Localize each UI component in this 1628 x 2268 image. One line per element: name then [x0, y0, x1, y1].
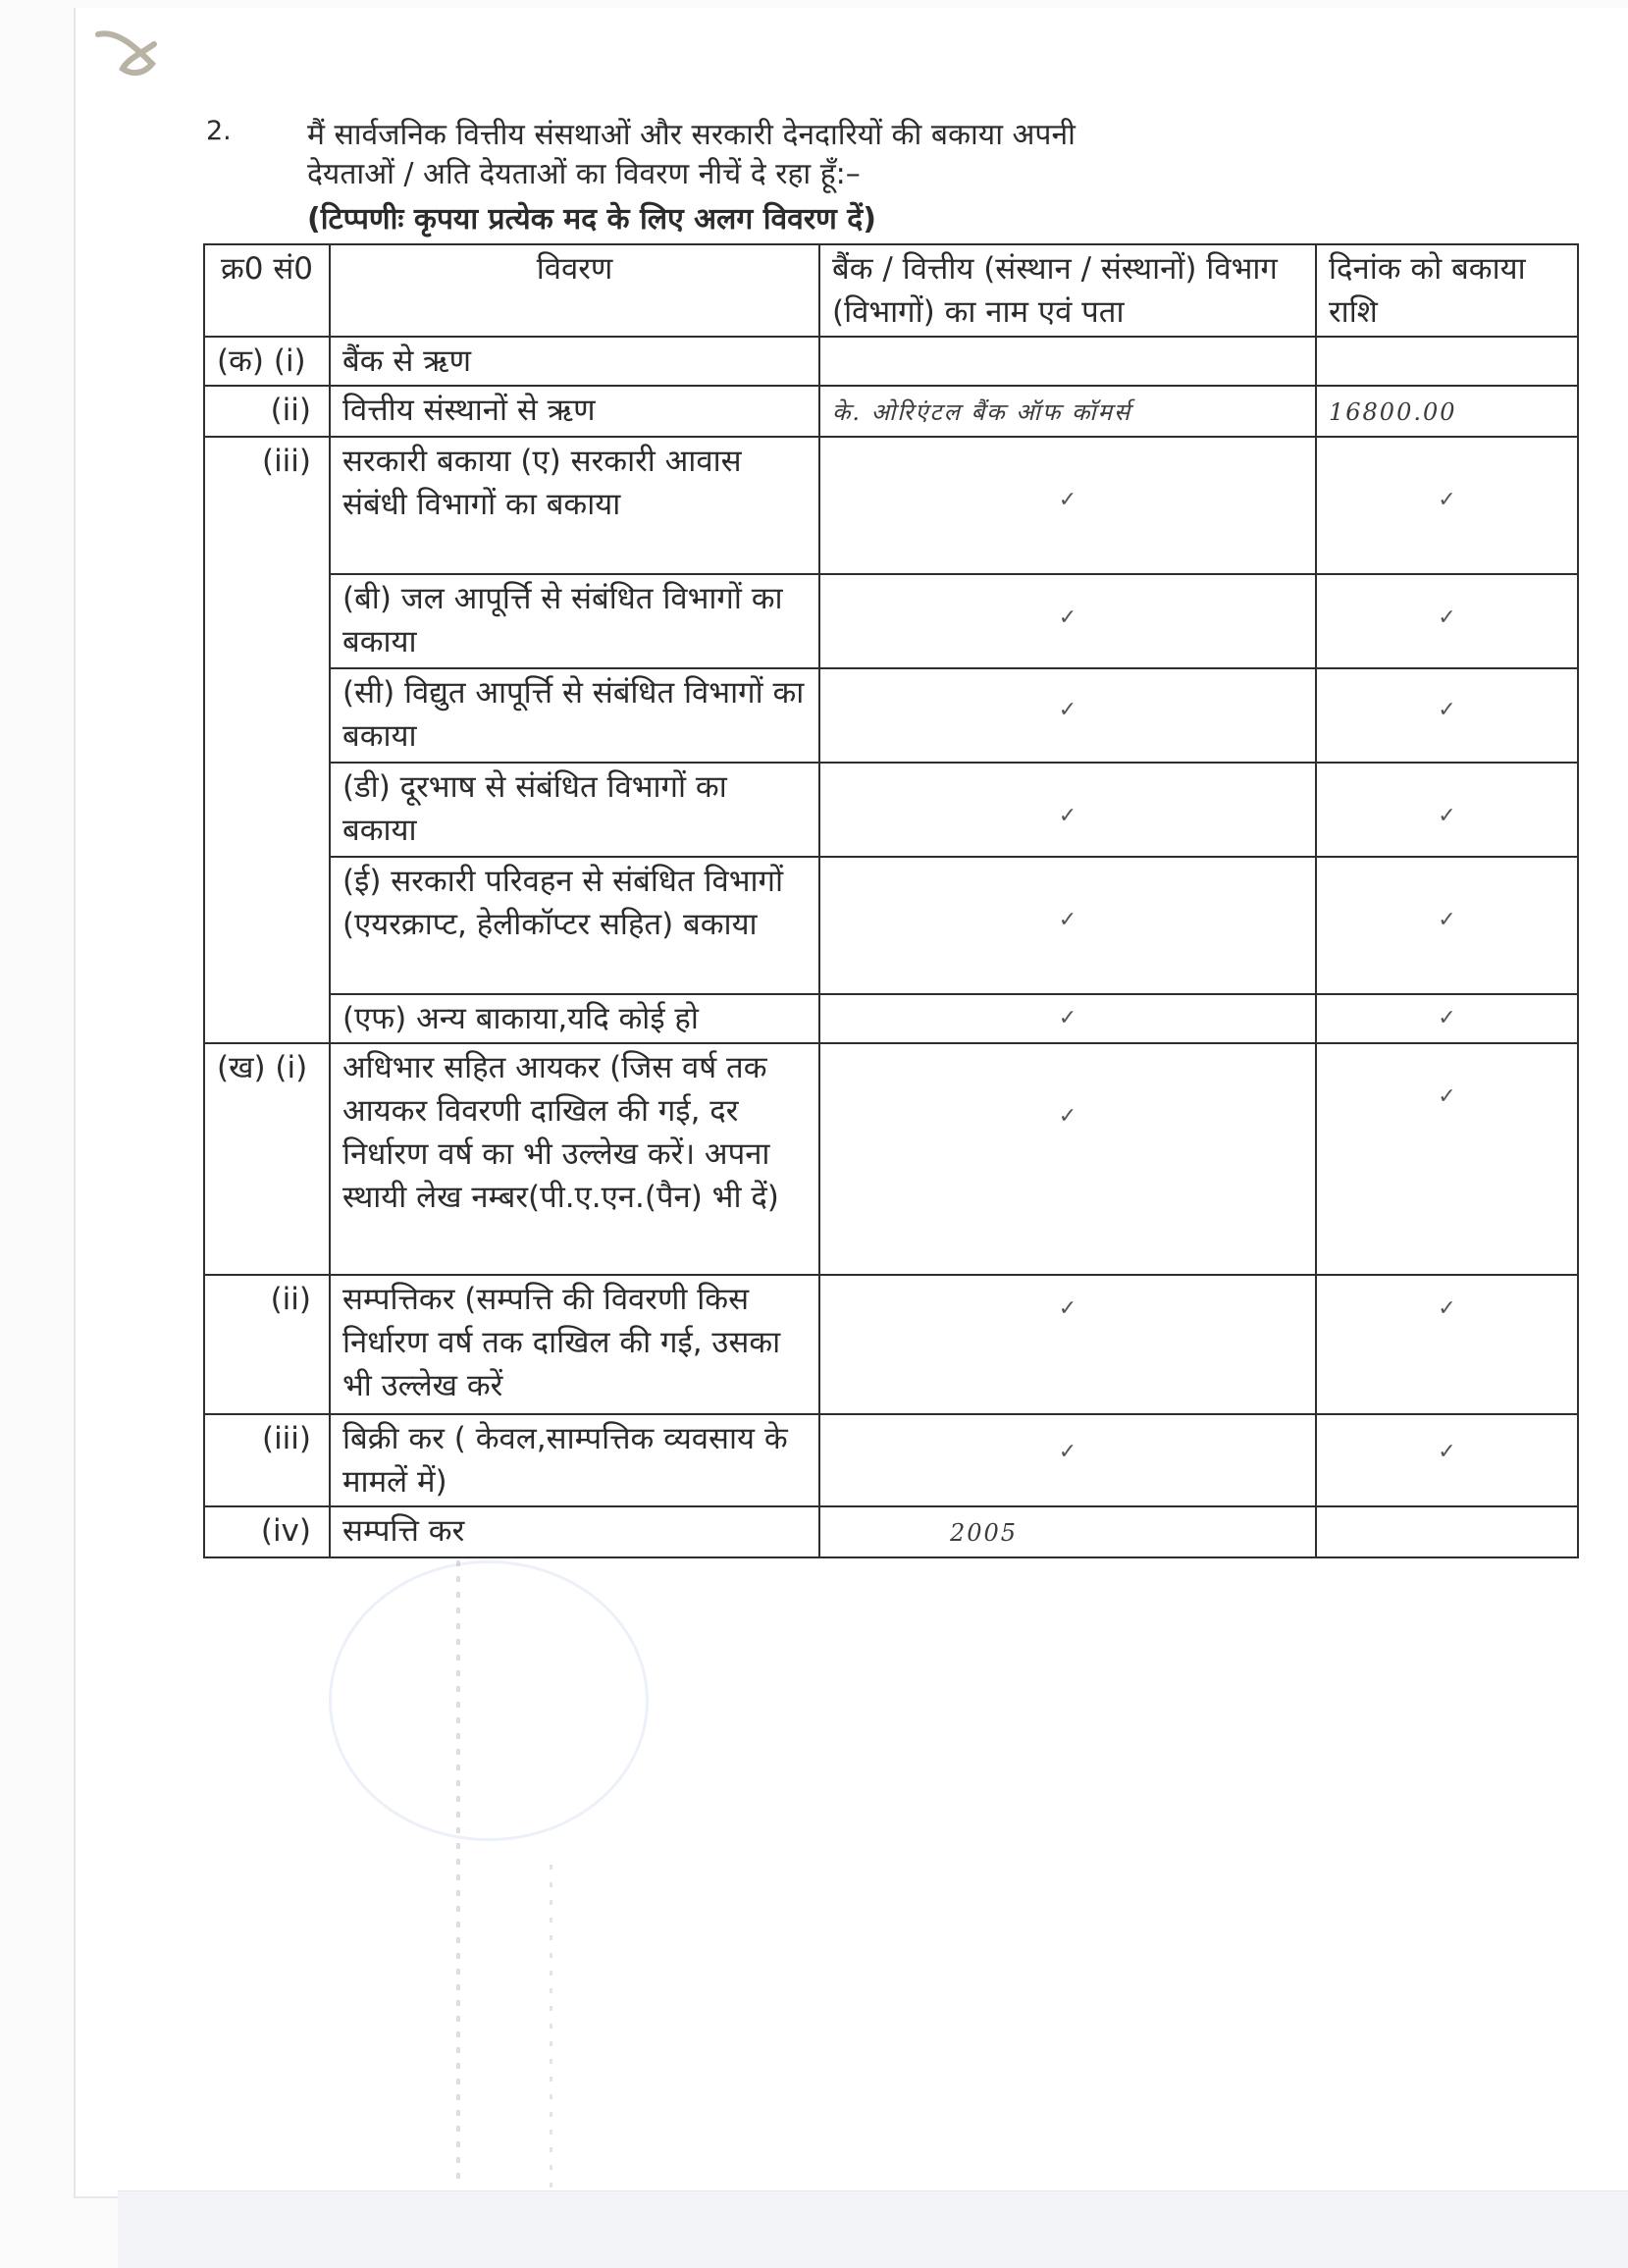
tick-mark: ✓: [1438, 488, 1456, 512]
row-institution: [819, 1275, 1316, 1414]
row-amount: [1316, 437, 1578, 574]
tick-mark: ✓: [1058, 908, 1077, 932]
table-row: [204, 437, 1578, 574]
table-row: [204, 386, 1578, 437]
header-sn: क्र0 सं0: [204, 244, 330, 337]
row-institution: [819, 668, 1316, 763]
tick-mark: ✓: [1058, 1104, 1077, 1129]
table-row: [204, 337, 1578, 386]
row-amount: [1316, 668, 1578, 763]
row-amount: [1316, 994, 1578, 1043]
tick-mark: ✓: [1058, 1440, 1077, 1464]
handwritten-institution: के. ओरिएंटल बैंक ऑफ कॉमर्स: [832, 398, 1132, 426]
header-institution: बैंक / वित्तीय (संस्थान / संस्थानों) विभाग (विभागों) का नाम एवं पता: [819, 244, 1316, 337]
faded-stamp: [329, 1560, 649, 1841]
row-sn: (क) (i): [204, 337, 330, 386]
underlying-paper-edge: [118, 2190, 1628, 2268]
header-description: विवरण: [330, 244, 819, 337]
row-amount: [1316, 763, 1578, 857]
tick-mark: ✓: [1058, 488, 1077, 512]
row-amount: [1316, 574, 1578, 668]
row-description: (एफ) अन्य बाकाया,यदि कोई हो: [330, 994, 819, 1043]
fold-crease: [456, 1560, 460, 2189]
row-sn: (iii): [204, 1414, 330, 1506]
row-sn: (ख) (i): [204, 1043, 330, 1275]
row-description: (ई) सरकारी परिवहन से संबंधित विभागों (एयरक्राप्ट, हेलीकॉप्टर सहित) बकाया: [330, 857, 819, 994]
liabilities-table: [203, 243, 1579, 1558]
row-institution: [819, 1506, 1316, 1557]
table-row: [204, 1275, 1578, 1414]
row-amount: [1316, 1414, 1578, 1506]
tick-mark: ✓: [1058, 606, 1077, 630]
row-institution: [819, 437, 1316, 574]
row-sn-empty: [204, 857, 330, 994]
row-institution: [819, 574, 1316, 668]
tick-mark: ✓: [1058, 804, 1077, 828]
row-description: बिक्री कर ( केवल,साम्पत्तिक व्यवसाय के मामलें में): [330, 1414, 819, 1506]
row-amount: [1316, 337, 1578, 386]
header-note: (टिप्पणीः कृपया प्रत्येक मद के लिए अलग विवरण दें): [307, 202, 876, 237]
section-number: 2.: [206, 116, 232, 146]
row-amount: [1316, 1275, 1578, 1414]
row-description: (सी) विद्युत आपूर्त्ति से संबंधित विभागों का बकाया: [330, 668, 819, 763]
handwritten-year: 2005: [950, 1519, 1019, 1547]
row-sn-empty: [204, 994, 330, 1043]
row-sn: (iv): [204, 1506, 330, 1557]
row-sn-empty: [204, 574, 330, 668]
table-row: [204, 1506, 1578, 1557]
row-institution: [819, 857, 1316, 994]
row-sn: (iii): [204, 437, 330, 574]
row-description: सरकारी बकाया (ए) सरकारी आवास संबंधी विभागों का बकाया: [330, 437, 819, 574]
binding-string-icon: [93, 25, 162, 83]
tick-mark: ✓: [1058, 1296, 1077, 1321]
header-line-1: मैं सार्वजनिक वित्तीय संसथाओं और सरकारी देनदारियों की बकाया अपनी: [307, 118, 1076, 152]
row-institution: [819, 1043, 1316, 1275]
row-institution: [819, 386, 1316, 437]
row-institution: [819, 994, 1316, 1043]
table-row: [204, 574, 1578, 668]
row-amount: [1316, 1506, 1578, 1557]
table-row: [204, 857, 1578, 994]
table-header-row: [204, 244, 1578, 337]
tick-mark: ✓: [1058, 1006, 1077, 1030]
table-row: [204, 1043, 1578, 1275]
row-amount: [1316, 386, 1578, 437]
row-description: सम्पत्तिकर (सम्पत्ति की विवरणी किस निर्धारण वर्ष तक दाखिल की गई, उसका भी उल्लेख करें: [330, 1275, 819, 1414]
row-institution: [819, 1414, 1316, 1506]
table-row: [204, 1414, 1578, 1506]
row-institution: [819, 337, 1316, 386]
row-sn-empty: [204, 668, 330, 763]
row-sn: (ii): [204, 1275, 330, 1414]
row-description: अधिभार सहित आयकर (जिस वर्ष तक आयकर विवरणी दाखिल की गई, दर निर्धारण वर्ष का भी उल्लेख करें। अपना स्थायी लेख नम्बर(पी.ए.एन.(पैन) भी दें): [330, 1043, 819, 1275]
row-description: सम्पत्ति कर: [330, 1506, 819, 1557]
row-description: (डी) दूरभाष से संबंधित विभागों का बकाया: [330, 763, 819, 857]
tick-mark: ✓: [1058, 698, 1077, 722]
tick-mark: ✓: [1438, 1440, 1456, 1464]
tick-mark: ✓: [1438, 606, 1456, 630]
table-row: [204, 668, 1578, 763]
row-description: वित्तीय संस्थानों से ऋण: [330, 386, 819, 437]
row-sn-empty: [204, 763, 330, 857]
handwritten-amount: 16800.00: [1329, 398, 1457, 426]
header-amount: दिनांक को बकाया राशि: [1316, 244, 1578, 337]
tick-mark: ✓: [1438, 804, 1456, 828]
row-sn: (ii): [204, 386, 330, 437]
table-row: [204, 763, 1578, 857]
header-line-2: देयताओं / अति देयताओं का विवरण नीचें दे रहा हूँ:–: [307, 157, 861, 191]
table-row: [204, 994, 1578, 1043]
row-institution: [819, 763, 1316, 857]
tick-mark: ✓: [1438, 1296, 1456, 1321]
tick-mark: ✓: [1438, 1006, 1456, 1030]
row-amount: [1316, 857, 1578, 994]
row-description: बैंक से ऋण: [330, 337, 819, 386]
fold-crease-2: [550, 1865, 552, 2189]
tick-mark: ✓: [1438, 698, 1456, 722]
tick-mark: ✓: [1438, 908, 1456, 932]
tick-mark: ✓: [1438, 1084, 1456, 1109]
row-description: (बी) जल आपूर्त्ति से संबंधित विभागों का बकाया: [330, 574, 819, 668]
row-amount: [1316, 1043, 1578, 1275]
